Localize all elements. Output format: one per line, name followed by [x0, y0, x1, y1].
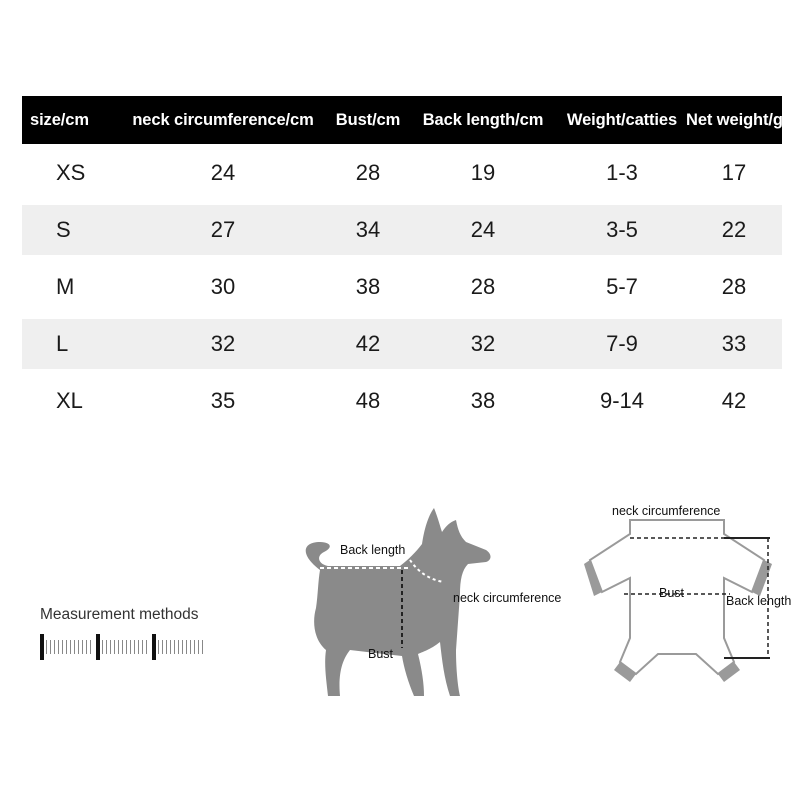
table-row	[22, 319, 782, 369]
cell-neck: 32	[210, 330, 236, 356]
cell-bust: 28	[355, 159, 381, 185]
dog-back-length-label: Back length	[340, 543, 406, 557]
cell-weight: 1-3	[606, 159, 638, 185]
table-row	[22, 205, 782, 255]
size-table	[22, 96, 782, 429]
cell-neck: 27	[210, 216, 236, 242]
cell-weight: 9-14	[599, 387, 645, 413]
cell-neck: 30	[210, 273, 236, 299]
table-row	[22, 258, 782, 315]
ruler-icon	[40, 634, 208, 660]
cell-size: XS	[56, 159, 86, 185]
dog-bust-label: Bust	[368, 647, 394, 661]
cell-bust: 34	[355, 216, 381, 242]
cell-size: XL	[56, 387, 83, 413]
header-net-weight: Net weight/g	[686, 110, 783, 129]
table-header	[22, 96, 782, 144]
measurement-methods	[40, 606, 208, 660]
cell-neck: 35	[210, 387, 236, 413]
header-weight: Weight/catties	[566, 110, 678, 129]
header-size: size/cm	[30, 110, 89, 129]
garment-back-length-label: Back length	[726, 594, 792, 608]
cell-back-length: 24	[470, 216, 496, 242]
cell-size: L	[56, 330, 69, 356]
cell-neck: 24	[210, 159, 236, 185]
cell-back-length: 19	[470, 159, 496, 185]
cell-back-length: 32	[470, 330, 496, 356]
cell-weight: 7-9	[606, 330, 638, 356]
cell-net-weight: 28	[721, 273, 747, 299]
cell-bust: 42	[355, 330, 381, 356]
dog-neck-label: neck circumference	[453, 591, 562, 605]
table-row	[22, 144, 782, 201]
garment-bust-label: Bust	[659, 586, 685, 600]
dog-diagram	[290, 500, 580, 700]
garment-diagram	[578, 502, 798, 702]
measurement-methods-label: Measurement methods	[40, 606, 199, 623]
header-bust: Bust/cm	[335, 110, 401, 129]
garment-neck-label: neck circumference	[612, 504, 721, 518]
cell-back-length: 28	[470, 273, 496, 299]
header-neck: neck circumference/cm	[132, 110, 314, 129]
cell-bust: 38	[355, 273, 381, 299]
cell-size: M	[56, 273, 75, 299]
cell-bust: 48	[355, 387, 381, 413]
table-row	[22, 372, 782, 429]
cell-size: S	[56, 216, 71, 242]
cell-net-weight: 42	[721, 387, 747, 413]
cell-back-length: 38	[470, 387, 496, 413]
header-back-length: Back length/cm	[422, 110, 544, 129]
cell-net-weight: 17	[721, 159, 747, 185]
cell-net-weight: 33	[721, 330, 747, 356]
cell-net-weight: 22	[721, 216, 747, 242]
cell-weight: 5-7	[606, 273, 638, 299]
cell-weight: 3-5	[606, 216, 638, 242]
